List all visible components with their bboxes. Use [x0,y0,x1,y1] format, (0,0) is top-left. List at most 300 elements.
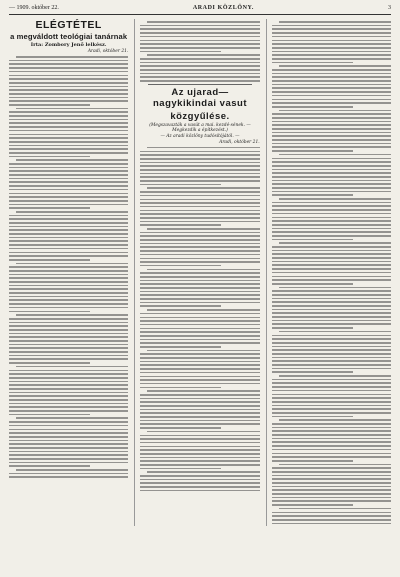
text-line [140,191,259,193]
text-line [140,475,259,477]
text-line [272,519,391,521]
text-line [9,185,128,187]
text-line [140,460,259,462]
text-line [9,454,128,456]
text-line [9,75,128,77]
text-line [9,148,128,150]
text-line [9,473,128,475]
text-line [272,135,391,137]
text-line [140,442,259,444]
text-line [9,156,90,158]
text-line [272,54,391,56]
text-line [272,349,391,351]
text-line [272,47,391,49]
text-line [9,414,90,416]
text-line [140,368,259,370]
text-line [9,167,128,169]
text-line [9,329,128,331]
text-line [140,457,259,459]
text-line [140,453,259,455]
text-line [9,60,128,62]
text-line [147,147,259,149]
text-line [9,229,128,231]
text-line [140,173,259,175]
text-line [140,294,259,296]
text-line [140,258,259,260]
text-line [140,291,259,293]
text-line [140,62,259,64]
text-line [9,336,128,338]
text-line [272,412,391,414]
newspaper-title: ARADI KÖZLÖNY. [192,5,254,11]
text-line [272,272,391,274]
text-line [272,434,391,436]
text-line [272,460,353,462]
text-line [140,320,259,322]
text-line [140,398,259,400]
text-line [272,441,391,443]
text-line [9,392,128,394]
text-line [9,440,128,442]
text-line [272,290,391,292]
text-line [140,43,259,45]
text-line [9,281,128,283]
text-line [9,421,128,423]
text-line [9,259,90,261]
text-line [272,416,353,418]
text-line [272,379,391,381]
text-line [140,376,259,378]
text-line [140,76,259,78]
text-line [140,438,259,440]
text-line [9,100,128,102]
text-line [140,331,259,333]
page-header [9,5,391,15]
text-line [140,427,221,429]
text-line [16,469,128,471]
text-line [140,486,259,488]
text-line [272,276,391,278]
text-line [9,395,128,397]
text-line [272,320,391,322]
text-line [140,235,259,237]
text-line [140,25,259,27]
text-line [147,431,259,433]
text-line [140,361,259,363]
text-line [272,316,391,318]
text-line [272,301,391,303]
text-line [140,232,259,234]
text-line [272,80,391,82]
text-line [272,253,391,255]
text-line [9,134,128,136]
text-line [272,194,353,196]
text-line [9,86,128,88]
text-line [272,224,391,226]
article-dateline-2: Aradi, október 21. [219,139,260,145]
text-line [140,283,259,285]
text-line [9,307,128,309]
text-line [272,169,391,171]
text-line [9,299,128,301]
text-line [272,28,391,30]
text-line [9,141,128,143]
text-line [9,174,128,176]
text-line [272,482,391,484]
text-line [272,91,391,93]
text-line [272,279,391,281]
text-line [272,128,391,130]
text-line [9,115,128,117]
text-line [140,305,221,307]
text-line [140,387,221,389]
text-line [272,239,353,241]
text-line [140,328,259,330]
text-line [9,126,128,128]
text-line [9,63,128,65]
text-line [272,257,391,259]
text-line [9,388,128,390]
text-line [140,313,259,315]
text-line [140,151,259,153]
text-line [272,261,391,263]
text-line [279,508,391,510]
text-line [140,213,259,215]
text-line [140,372,259,374]
text-line [272,309,391,311]
text-line [140,276,259,278]
text-line [272,25,391,27]
text-line [272,427,391,429]
text-line [147,390,259,392]
text-line [9,425,128,427]
text-line [272,146,391,148]
text-line [272,139,391,141]
text-line [9,170,128,172]
text-line [140,342,259,344]
text-line [272,161,391,163]
text-line [140,162,259,164]
text-line [272,213,391,215]
text-line [9,436,128,438]
text-line [140,217,259,219]
text-line [140,409,259,411]
column-1 [9,19,128,526]
text-line [140,287,259,289]
text-line [140,324,259,326]
text-line [9,207,90,209]
text-line [9,111,128,113]
text-line [140,261,259,263]
text-line [272,58,391,60]
text-line [279,65,391,67]
columns [9,19,391,526]
text-line [9,233,128,235]
text-line [272,386,391,388]
text-line [9,248,128,250]
text-line [272,51,391,53]
text-line [272,294,391,296]
text-line [140,158,259,160]
text-line [147,54,259,56]
text-line [272,405,391,407]
text-line [9,370,128,372]
text-line [272,231,391,233]
text-line [272,113,391,115]
article-body-vasut-continued [272,21,391,524]
text-line [9,451,128,453]
text-line [9,137,128,139]
text-line [272,312,391,314]
text-line [140,423,259,425]
text-line [272,158,391,160]
text-line [9,222,128,224]
text-line [272,132,391,134]
text-line [272,338,391,340]
text-line [272,335,391,337]
text-line [140,65,259,67]
text-line [272,62,353,64]
text-line [9,178,128,180]
text-line [140,165,259,167]
text-line [9,93,128,95]
text-line [9,322,128,324]
text-line [9,377,128,379]
text-line [272,202,391,204]
text-line [272,40,391,42]
text-line [272,475,391,477]
text-line [279,375,391,377]
text-line [272,449,391,451]
text-line [9,189,128,191]
text-line [272,76,391,78]
text-line [272,394,391,396]
text-line [140,36,259,38]
text-line [140,446,259,448]
text-line [16,263,128,265]
text-line [9,465,90,467]
text-line [9,274,128,276]
text-line [16,159,128,161]
page-number: 3 [387,5,391,11]
text-line [147,21,259,23]
text-line [140,210,259,212]
text-line [272,102,391,104]
text-line [140,51,221,53]
text-line [272,73,391,75]
text-line [16,366,128,368]
text-line [16,211,128,213]
text-line [272,165,391,167]
text-line [9,318,128,320]
text-line [272,228,391,230]
text-line [9,447,128,449]
text-line [147,309,259,311]
text-line [9,288,128,290]
article-body-continued [140,21,259,82]
text-line [140,401,259,403]
text-line [140,412,259,414]
text-line [140,180,259,182]
text-line [272,250,391,252]
text-line [272,438,391,440]
text-line [272,36,391,38]
text-line [9,303,128,305]
text-line [9,226,128,228]
text-line [272,95,391,97]
text-line [9,193,128,195]
text-line [279,110,391,112]
text-line [140,69,259,71]
text-line [272,143,391,145]
text-line [272,191,391,193]
text-line [9,410,128,412]
text-line [140,202,259,204]
text-line [9,381,128,383]
text-line [272,43,391,45]
text-line [9,443,128,445]
text-line [9,204,128,206]
text-line [272,268,391,270]
text-line [140,405,259,407]
text-line [272,360,391,362]
text-line [9,340,128,342]
text-line [147,350,259,352]
text-line [140,32,259,34]
text-line [279,198,391,200]
text-line [9,89,128,91]
text-line [140,154,259,156]
text-line [147,269,259,271]
text-line [272,283,353,285]
text-line [140,464,259,466]
text-line [9,215,128,217]
text-line [272,408,391,410]
text-line [272,471,391,473]
text-line [272,264,391,266]
text-line [140,468,221,470]
text-line [9,355,128,357]
text-line [272,382,391,384]
text-line [9,67,128,69]
text-line [140,394,259,396]
text-line [9,384,128,386]
text-line [272,486,391,488]
text-line [140,199,259,201]
text-line [272,69,391,71]
text-line [140,47,259,49]
text-line [272,512,391,514]
text-line [140,176,259,178]
text-line [9,163,128,165]
text-line [9,78,128,80]
text-line [140,317,259,319]
text-line [9,399,128,401]
text-line [9,266,128,268]
text-line [272,493,391,495]
text-line [140,206,259,208]
text-line [9,311,90,313]
text-line [140,246,259,248]
text-line [272,368,391,370]
header-date: — 1909. október 22. [9,5,59,11]
text-line [9,403,128,405]
text-line [272,172,391,174]
text-line [140,335,259,337]
section-divider [148,84,251,85]
text-line [272,390,391,392]
text-line [279,287,391,289]
text-line [140,420,259,422]
text-line [9,130,128,132]
text-line [16,314,128,316]
text-line [9,237,128,239]
text-line [272,323,391,325]
text-line [9,406,128,408]
article-byline: Irta: Zombory Jenő lelkész. [30,42,107,48]
text-line [9,119,128,121]
text-line [9,296,128,298]
text-line [9,458,128,460]
text-line [272,327,353,329]
text-line [272,217,391,219]
text-line [272,32,391,34]
text-line [9,122,128,124]
text-line [9,71,128,73]
text-line [272,397,391,399]
text-line [140,353,259,355]
text-line [140,346,221,348]
text-line [147,228,259,230]
text-line [140,221,259,223]
text-line [140,490,259,492]
text-line [140,195,259,197]
text-line [272,187,391,189]
text-line [9,97,128,99]
text-line [9,333,128,335]
text-line [140,28,259,30]
text-line [16,417,128,419]
article-dateline: Aradi, október 21. [87,49,129,54]
text-line [9,347,128,349]
text-line [140,449,259,451]
text-line [272,150,353,152]
text-line [9,285,128,287]
column-2 [134,19,259,526]
text-line [279,419,391,421]
text-line [9,152,128,154]
text-line [9,429,128,431]
text-line [140,339,259,341]
text-line [9,196,128,198]
text-line [9,432,128,434]
text-line [272,305,391,307]
text-line [272,371,353,373]
text-line [272,220,391,222]
text-line [9,277,128,279]
article-title-elegtetel: ELÉGTÉTEL [35,19,102,31]
text-line [272,423,391,425]
text-line [272,500,391,502]
text-line [140,272,259,274]
text-line [147,471,259,473]
text-line [9,255,128,257]
text-line [147,187,259,189]
text-line [272,357,391,359]
text-line [140,280,259,282]
text-line [140,298,259,300]
text-line [272,445,391,447]
